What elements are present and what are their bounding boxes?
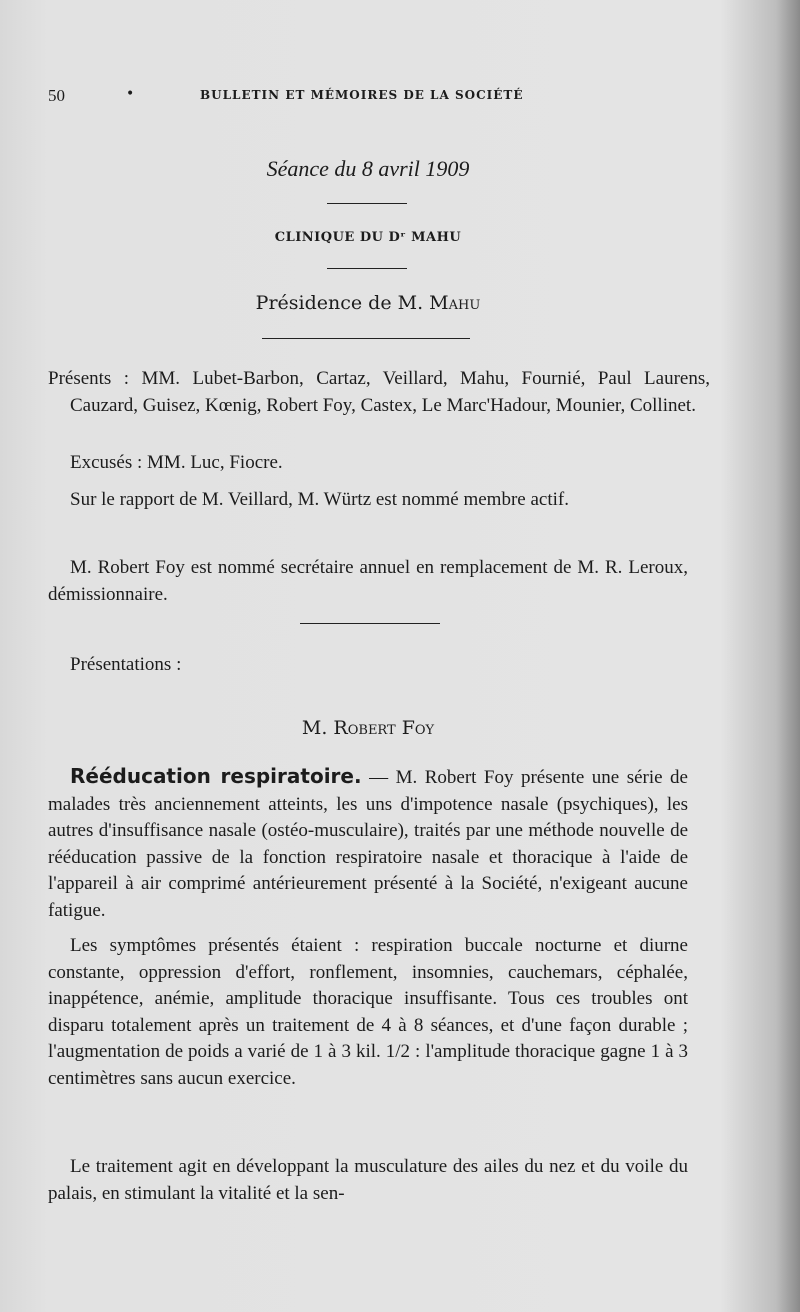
presidence-prefix: Présidence de M. [255,292,430,314]
presentations-label: Présentations : [70,654,182,675]
excuses-list: Excusés : MM. Luc, Fiocre. [70,452,283,473]
running-title: BULLETIN ET MÉMOIRES DE LA SOCIÉTÉ [200,88,524,102]
presenter-prefix: M. [301,717,334,739]
presenter-name: Robert Foy [333,717,435,739]
article-paragraph-1 [48,763,688,924]
clinique-heading: CLINIQUE DU Dʳ MAHU [274,230,462,245]
article-paragraph-3: Le traitement agit en développant la musculature des ailes du nez et du voile du palais, en stimulant la vitalité et la sen- [48,1156,688,1204]
presidence-line [48,292,688,314]
rapport-paragraph: Sur le rapport de M. Veillard, M. Würtz est nommé membre actif. [70,489,569,510]
presenter-line [48,717,688,739]
president-name: Mahu [429,292,481,314]
divider-rule [327,203,407,204]
article-paragraph-2: Les symptômes présentés étaient : respiration buccale nocturne et diurne constante, oppression d'effort, ronflement, insomnies, cauchemars, céphalée, inappétence, anémie, amplitude thoracique insuffisante. Tous ces troubles ont disparu totalement après un traitement de 4 à 8 séances, et d'une façon durable ; l'augmentation de poids a varié de 1 à 3 kil. 1/2 : l'amplitude thoracique gagne 1 à 3 centimètres sans aucun exercice. [48,935,688,1089]
page-header [48,86,688,110]
presents-list: Présents : MM. Lubet-Barbon, Cartaz, Veillard, Mahu, Fournié, Paul Laurens, Cauzard, Guisez, Kœnig, Robert Foy, Castex, Le Marc'Hadour, Mounier, Collinet. [48,368,710,416]
header-separator: • [126,86,135,102]
article-p1-text: — M. Robert Foy présente une série de malades très anciennement atteints, les uns d'impotence nasale (psychiques), les autres d'insuffisance nasale (ostéo-musculaire), traités par une méthode nouvelle de rééducation passive de la fonction respiratoire nasale et thoracique à l'aide de l'appareil à air comprimé antérieurement présenté à la Société, n'exigeant aucune fatigue. [48,767,688,921]
page-number: 50 [48,86,65,105]
nomination-paragraph: M. Robert Foy est nommé secrétaire annuel en remplacement de M. R. Leroux, démissionnaire. [48,557,688,605]
divider-rule [327,268,407,269]
divider-rule [300,623,440,624]
session-title: Séance du 8 avril 1909 [266,156,470,181]
divider-rule [262,338,470,339]
article-title: Rééducation respiratoire. [70,764,362,788]
